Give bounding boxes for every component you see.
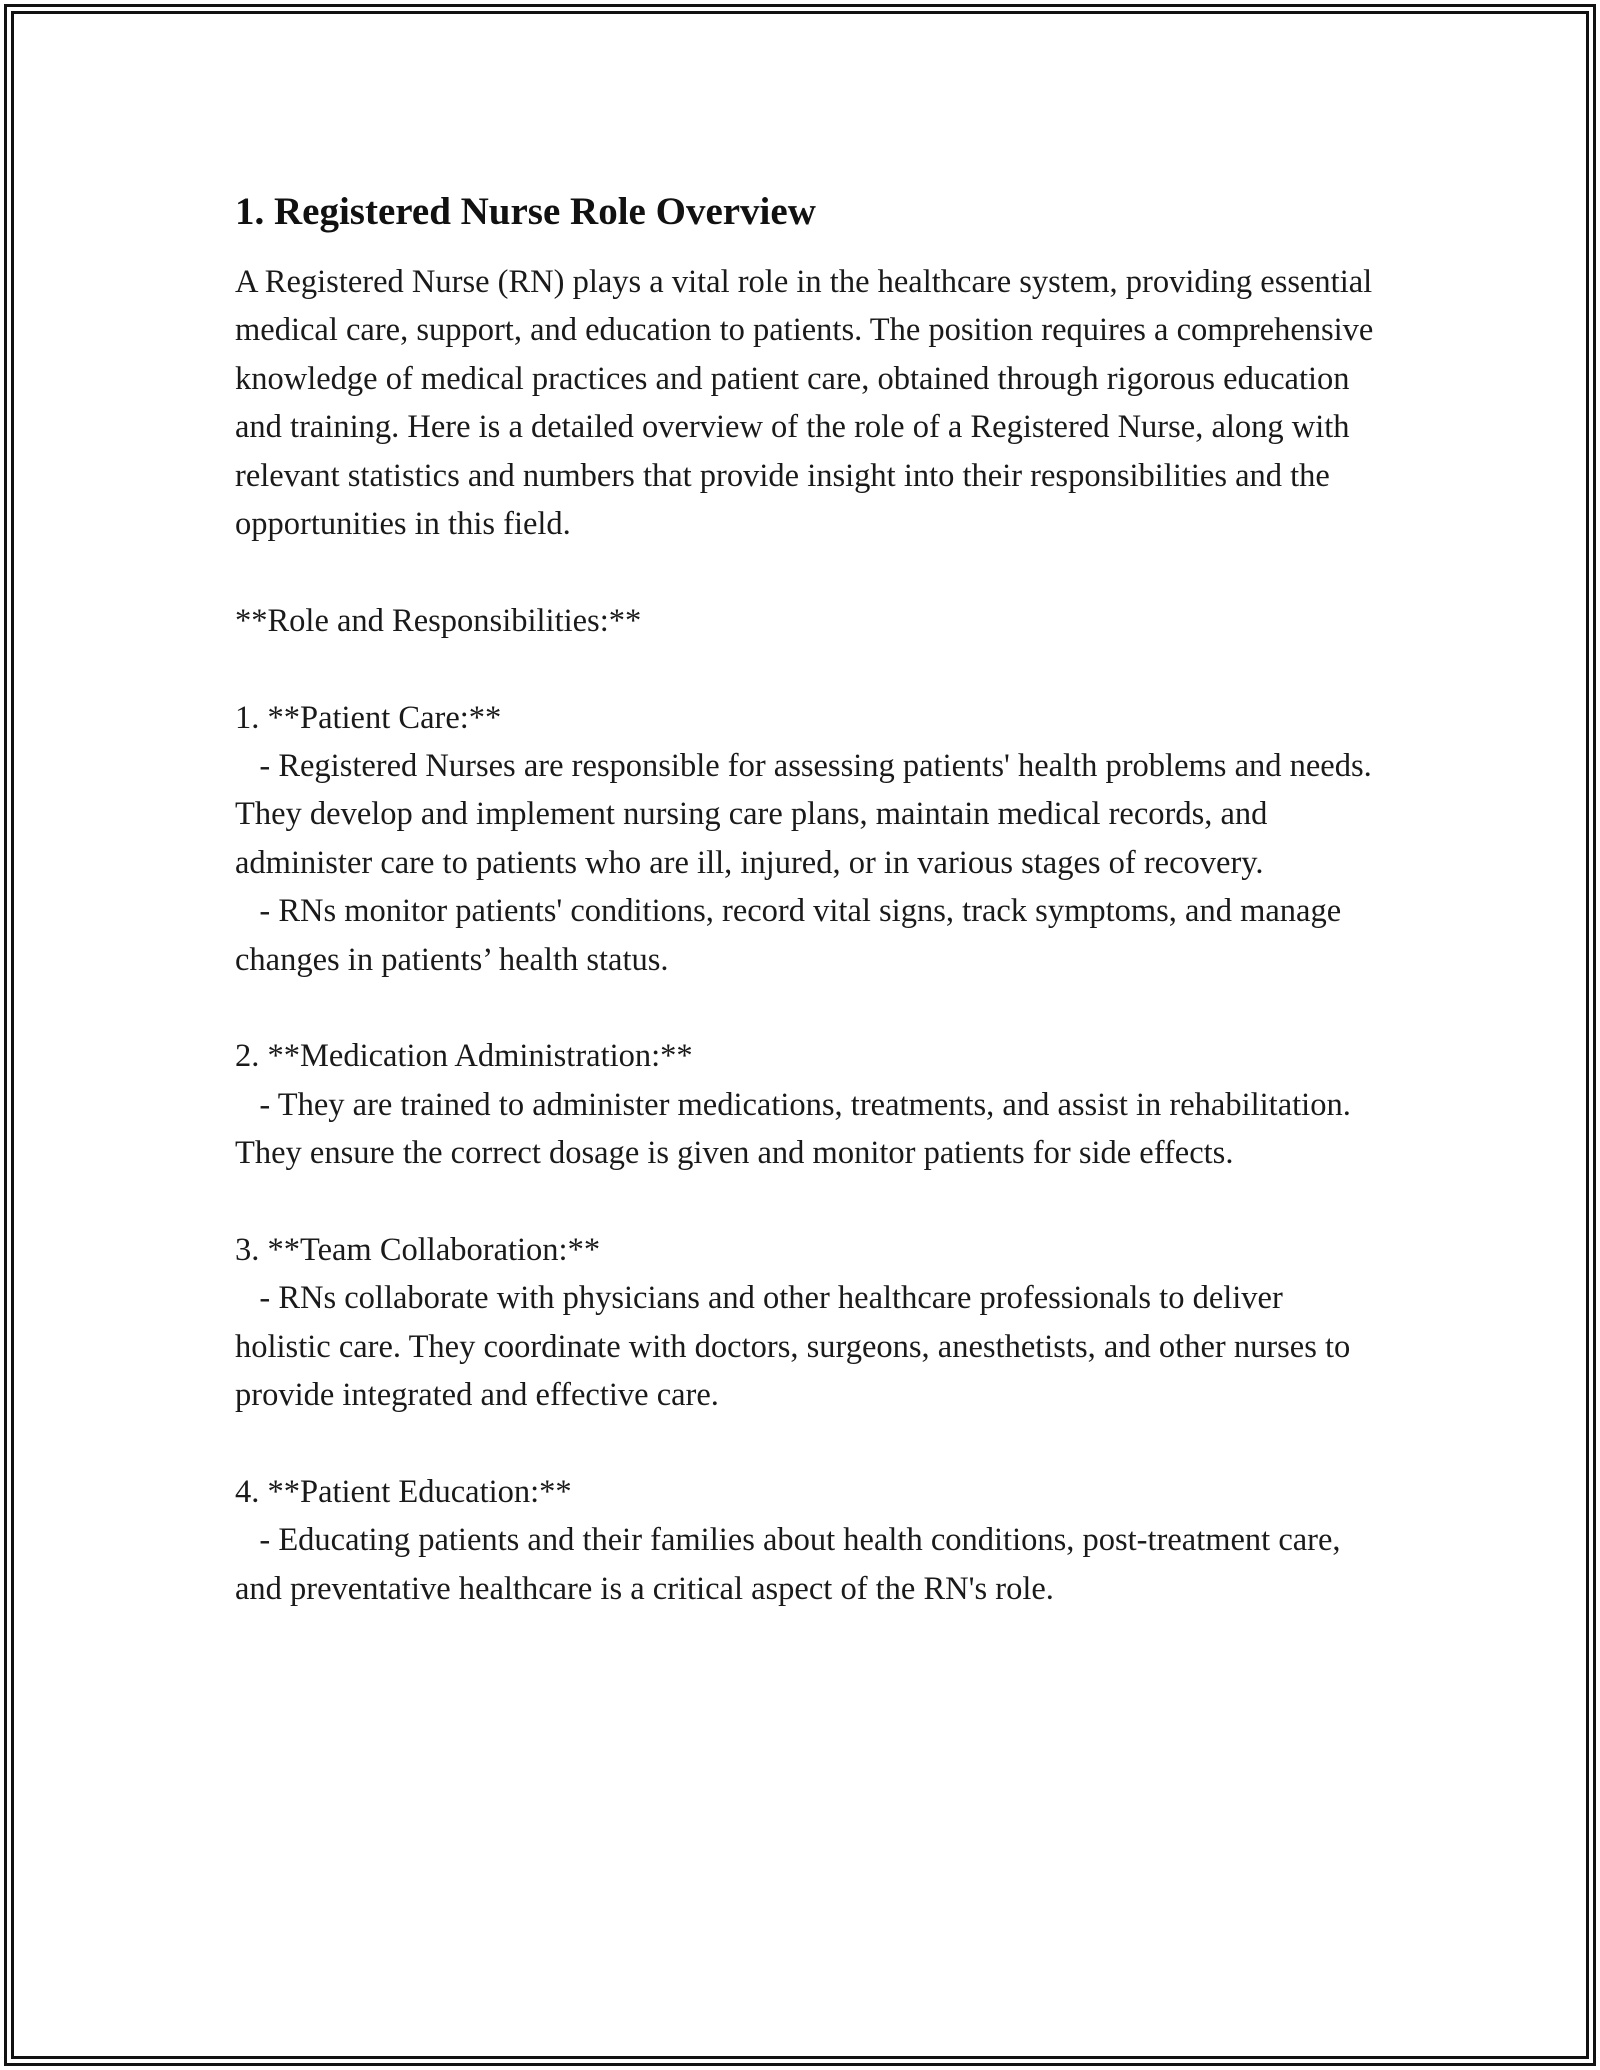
item-heading-patient-education: 4. **Patient Education:**	[235, 1474, 572, 1511]
spacer	[235, 645, 1375, 693]
item-bullet: - They are trained to administer medications, treatments, and assist in rehabilitation. They ensure the correct dosage is given and monitor patients for side effects.	[235, 1086, 1359, 1172]
list-item	[235, 1032, 1375, 1177]
item-bullet: - RNs monitor patients' conditions, record vital signs, track symptoms, and manage changes in patients’ health status.	[235, 893, 1350, 978]
intro-paragraph: A Registered Nurse (RN) plays a vital role in the healthcare system, providing essential medical care, support, and education to patients. The position requires a comprehensive knowledge of medical practices and patient care, obtained through rigorous education and training. Here is a detailed overview of the role of a Registered Nurse, along with relevant statistics and numbers that provide insight into their responsibilities and the opportunities in this field.	[235, 264, 1374, 543]
spacer	[235, 1178, 1375, 1226]
list-item	[235, 1468, 1375, 1613]
spacer	[235, 1420, 1375, 1468]
item-heading-medication-administration: 2. **Medication Administration:**	[235, 1038, 693, 1075]
spacer	[235, 548, 1375, 596]
document-title: 1. Registered Nurse Role Overview	[235, 190, 816, 233]
section-heading: **Role and Responsibilities:**	[235, 602, 642, 639]
item-bullet: - Registered Nurses are responsible for assessing patients' health problems and needs. They develop and implement nursing care plans, maintain medical records, and administer care to patients who are ill, injured, or in various stages of recovery.	[235, 748, 1380, 881]
spacer	[235, 984, 1375, 1032]
item-bullet: - RNs collaborate with physicians and other healthcare professionals to deliver holistic care. They coordinate with doctors, surgeons, anesthetists, and other nurses to provide integrated and effective care.	[235, 1280, 1359, 1414]
document-body	[235, 186, 1380, 1613]
list-item	[235, 1226, 1375, 1420]
item-heading-patient-care: 1. **Patient Care:**	[235, 699, 502, 736]
item-bullet: - Educating patients and their families about health conditions, post-treatment care, and preventative healthcare is a critical aspect of the RN's role.	[235, 1522, 1349, 1607]
list-item	[235, 694, 1380, 984]
item-heading-team-collaboration: 3. **Team Collaboration:**	[235, 1232, 601, 1269]
